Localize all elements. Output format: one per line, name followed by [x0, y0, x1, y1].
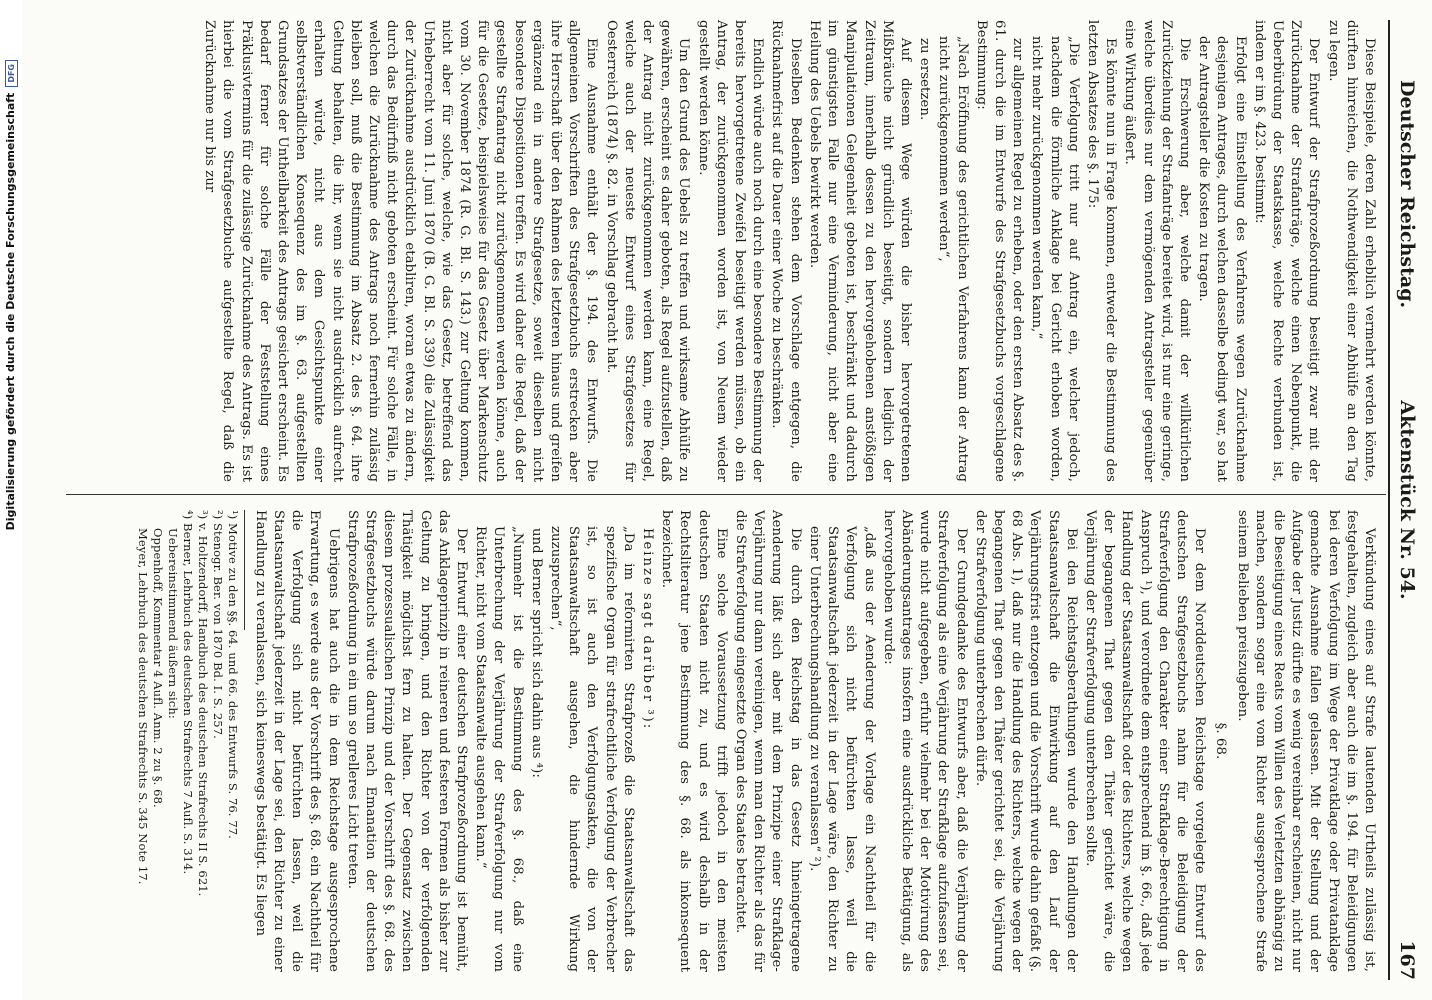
footnotes — [135, 510, 240, 972]
paragraph: Bei den Reichstagsberathungen wurde den Handlungen der Staatsanwaltschaft die Einwirkung auf den Lauf der Verjährungsfrist entzogen und die Vorschrift wurde dahin gefaßt (§. 68 Abs. 1), daß nur die Handlung des Richters, welche wegen der begangenen That gegen den Thäter gerichtet sei, die Verjährung der Strafverfolgung unterbrechen dürfe. — [972, 510, 1079, 972]
right-column — [135, 510, 1378, 972]
paragraph: zur allgemeinen Regel zu erheben, oder den ersten Absatz des §. 61. durch die im Entwurfe des Strafgesetzbuchs vorgeschlagene Bestimmung: — [973, 20, 1026, 482]
paragraph: Dieselben Bedenken stehen dem Vorschlage entgegen, die Rücknahmefrist auf die Dauer einer Woche zu beschränken. — [769, 20, 803, 482]
paragraph: Es könnte nun in Frage kommen, entweder die Bestimmung des letzten Absatzes des §. 175: — [1084, 20, 1119, 482]
quoted-provision: „Nach Eröffnung des gerichtlichen Verfahrens kann der Antrag nicht zurückgenommen werden“, — [936, 36, 970, 482]
quoted-passage: „daß aus der Aenderung der Vorlage ein Nachtheil für die Verfolgung sich nicht befürchten lasse, weil die Staatsanwaltschaft jederzeit in der Lage wäre, den Richter zu einer Unterbrechungshandlung zu veranlassen“ ²). — [806, 526, 877, 972]
header-publication: Deutscher Reichstag. — [1396, 80, 1418, 309]
section-heading: §. 68. — [1213, 722, 1229, 760]
footnote: Oppenhoff, Kommentar 4 Aufl. Anm. 2 zu §. 68. — [150, 528, 165, 808]
quoted-passage: „Nunmehr ist die Bestimmung des §. 68., daß eine Unterbrechung der Verjährung der Strafverfolgung nur vom Richter, nicht vom Staatsanwalte ausgehen kann.“ — [473, 526, 525, 972]
footnote: ³) v. Holtzendorff, Handbuch des deutschen Strafrechts II S. 621. — [195, 510, 210, 897]
paragraph: Eine Ausnahme enthält der §. 194. des Entwurfs. Die allgemeinen Vorschriften des Strafgesetzbuchs erstrecken aber ihre Herrschaft über den Rahmen des letzteren hinaus und greifen ergänzend ein in andere Strafgesetze, soweit dieselben nicht besondere Dispositionen treffen. Es wird daher die Regel, daß der gestellte Strafantrag nicht zurückgenommen werden könne, auch für die Gesetze, beispielsweise für das Gesetz über Markenschutz vom 30. November 1874 (R. G. Bl. S. 143.) zur Geltung kommen, nicht aber für solche, welche, wie das Gesetz, betreffend das Urheberrecht vom 11. Juni 1870 (B. G. Bl. S. 339) die Zulässigkeit der Zurücknahme ausdrücklich etabliren, woran etwas zu ändern, durch das Bedürfniß nicht geboten erscheint. Für solche Fälle, in welchen die Zurücknahme des Antrags noch fernerhin zulässig bleiben soll, muß die Bestimmung im Absatz 2. des §. 64. ihre Geltung behalten, die ihr, wenn sie nicht ausdrücklich aufrecht erhalten würde, nicht aus dem Gesichtspunkte einer selbstverständlichen Konsequenz des im §. 63. aufgestellten Grundsatzes der Untheilbarkeit des Antrags gesichert erscheint. Es bedarf ferner für solche Fälle der Feststellung eines Präklusivtermins für die zulässige Zurücknahme des Antrags. Es ist hierbei die vom Strafgesetzbuche aufgestellte Regel, daß die Zurücknahme nur bis zur — [202, 20, 600, 482]
paragraph: Endlich würde auch noch durch eine besondere Bestimmung der bereits hervorgetretene Zweifel beseitigt werden müssen, ob ein Antrag, der zurückgenommen worden ist, von Neuem wieder gestellt werden könne. — [695, 20, 766, 482]
paragraph: Die durch den Reichstag in das Gesetz hineingetragene Aenderung läßt sich aber mit dem Prinzipe einer Strafklage-Verjährung nur dann vereinigen, wenn man den Richter als das für die Strafverfolgung eingesetzte Organ des Staates betrachtet. — [733, 510, 803, 972]
paragraph: und Berner spricht sich dahin aus ⁴): — [528, 528, 544, 778]
paragraph: Auf diesem Wege würden die bisher hervorgetretenen Mißbräuche nicht gründlich beseitigt, sondern lediglich der Zeitraum, innerhalb dessen zu den hervorgehobenen anstößigen Manipulationen Gelegenheit geboten ist, beschränkt und dadurch im günstigsten Falle nur eine Verminderung, nicht aber eine Heilung des Uebels bewirkt werden. — [806, 20, 913, 482]
quoted-passage: „Da im reformirten Strafprozeß die Staatsanwaltschaft das spezifische Organ für strafrechtliche Verfolgung der Verbrecher ist, so ist auch den Verfolgungsakten, die von der Staatsanwaltschaft ausgehen, die hindernde Wirkung zuzusprechen“, — [548, 526, 636, 972]
paragraph: Der Entwurf einer deutschen Strafprozeßordnung ist bemüht, das Anklageprinzip in reineren und festeren Formen als bisher zur Geltung zu bringen, und den Richter von der verfolgenden Thätigkeit möglichst fern zu halten. Der Gegensatz zwischen diesem prozessualischen Prinzip und der Vorschrift des §. 68. des Strafgesetzbuchs würde darum nach Emanation der deutschen Strafprozeßordnung in ein um so grelleres Licht treten. — [344, 510, 470, 972]
digitization-note — [3, 60, 19, 940]
paragraph: Heinze sagt darüber ³): — [640, 528, 656, 731]
footnote-rule — [244, 510, 245, 630]
digitization-strip — [0, 0, 22, 1000]
paragraph: Diese Beispiele, deren Zahl erheblich vermehrt werden könnte, dürften hinreichen, die Nothwendigkeit einer Abhülfe an den Tag zu legen. — [1325, 20, 1377, 482]
page-header — [1388, 20, 1420, 980]
paragraph: Uebrigens hat auch die in dem Reichstage ausgesprochene Erwartung, es werde aus der Vorschrift des §. 68. ein Nachtheil für die Verfolgung sich nicht befürchten lassen, weil die Staatsanwaltschaft jederzeit in der Lage sei, den Richter zu einer Handlung zu veranlassen, sich keineswegs bestätigt. Es liegen — [252, 510, 341, 972]
paragraph: Der dem Norddeutschen Reichstage vorgelegte Entwurf des deutschen Strafgesetzbuchs nahm für die Beleidigung der Strafverfolgung den Charakter einer Strafklage-Berechtigung in Anspruch ¹), und verordnete dem entsprechend im §. 66., daß jede Handlung der Staatsanwaltschaft oder des Richters, welche wegen der begangenen That gegen den Thäter gerichtet wäre, die Verjährung der Strafverfolgung unterbrechen sollte. — [1082, 510, 1208, 972]
left-column — [199, 20, 1378, 482]
header-document-number: Aktenstück Nr. 54. — [1396, 400, 1418, 600]
footnote: Uebereinstimmend äußern sich: — [165, 528, 180, 719]
page-wrapper — [40, 0, 1432, 1000]
paragraph: Um den Grund des Uebels zu treffen und wirksame Abhülfe zu gewähren, erscheint es daher geboten, als Regel aufzustellen, daß der Antrag nicht zurückgenommen werden kann, eine Regel, welche auch der neueste Entwurf eines Strafgesetzes für Oesterreich (1874) §. 82. in Vorschlag gebracht hat. — [603, 20, 692, 482]
column-divider — [66, 494, 1386, 495]
paragraph: Eine solche Voraussetzung trifft jedoch in den meisten deutschen Staaten nicht zu, und es wird deshalb in der Rechtsliteratur jene Bestimmung des §. 68. als inkonsequent bezeichnet. — [659, 510, 729, 972]
paragraph: zu ersetzen. — [917, 38, 933, 121]
footnote: ¹) Motive zu den §§. 64. und 66. des Entwurfs S. 76. 77. — [225, 510, 240, 839]
digitization-note-text: Digitalisierung gefördert durch die Deutsche Forschungsgemeinschaft — [4, 92, 17, 531]
paragraph: Der Grundgedanke des Entwurfs aber, daß die Verjährung der Strafverfolgung als eine Verjährung der Strafklage aufzufassen sei, wurde nicht aufgegeben, erfuhr vielmehr bei der Motivirung des Abänderungsantrages insofern eine ausdrückliche Betätigung, als hervorgehoben wurde: — [880, 510, 969, 972]
footnote: ²) Stenogr. Ber. von 1870 Bd. I. S. 257. — [210, 510, 225, 739]
quoted-provision: Erfolgt eine Einstellung des Verfahrens wegen Zurücknahme desjenigen Antrages, durch welchen dasselbe bedingt war, so hat der Antragsteller die Kosten zu tragen. — [1196, 36, 1248, 482]
paragraph: Der Entwurf der Strafprozeßordnung beseitigt zwar mit der Zurücknahme der Strafanträge, welche einen Nebenpunkt, die Ueberbürdung der Staatskasse, welche Rechte verbunden ist, indem er im §. 423. bestimmt: — [1251, 20, 1322, 482]
paragraph: Verkündung eines auf Strafe lautenden Urtheils zulässig ist, festgehalten, zugleich aber auch die im §. 194. für Beleidigungen bei deren Verfolgung im Wege der Privatklage oder Privatanklage gemachte Ausnahme fallen gelassen. Mit der Stellung und der Aufgabe der Justiz dürfte es wenig vereinbar erscheinen, nicht nur die Beseitigung eines Reats vom Willen des Verletzten abhängig zu machen, sondern sogar eine vom Richter ausgesprochene Strafe seinem Belieben preiszugeben. — [1234, 510, 1377, 972]
footnote: Meyer, Lehrbuch des deutschen Strafrechts S. 345 Note 17. — [135, 528, 150, 885]
dfg-logo: DFG — [5, 60, 18, 87]
paragraph: Die Erschwerung aber, welche damit der willkürlichen Zurückziehung der Strafanträge bereitet wird, ist nur eine geringe, welche überdies nur dem vermögenden Antragsteller gegenüber eine Wirkung äußert. — [1122, 20, 1192, 482]
page-number: 167 — [1396, 940, 1418, 980]
footnote: ⁴) Berner, Lehrbuch des deutschen Strafrechts 7 Aufl. S. 314. — [180, 510, 195, 875]
quoted-provision: „Die Verfolgung tritt nur auf Antrag ein, welcher jedoch, nachdem die förmliche Anklage bei Gericht erhoben worden, nicht mehr zurückgenommen werden kann,“ — [1029, 36, 1081, 482]
document-page — [46, 0, 1426, 1000]
